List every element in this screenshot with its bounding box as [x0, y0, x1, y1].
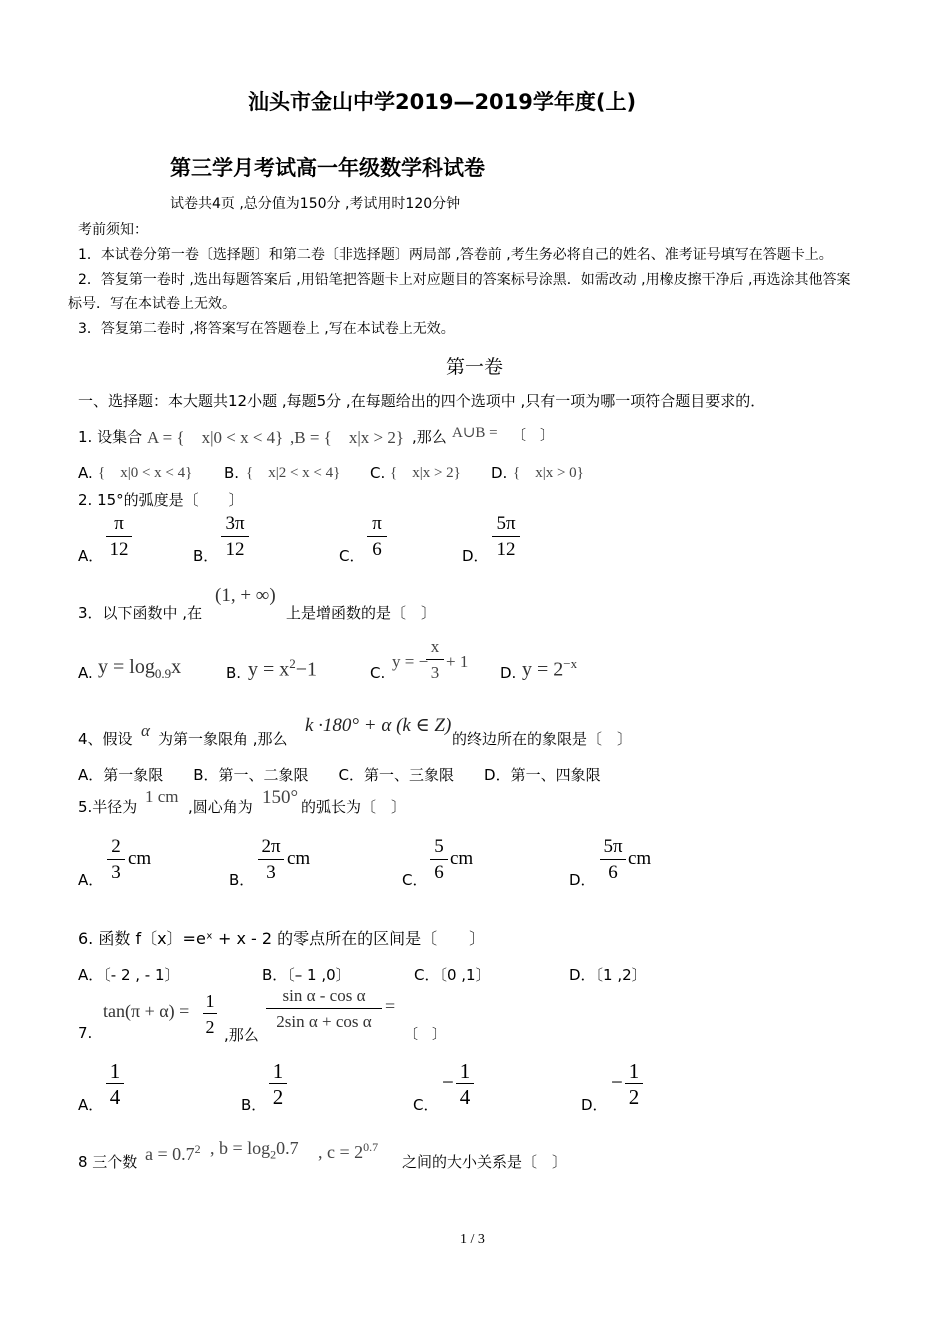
- q8-b-arg: 0.7: [276, 1138, 299, 1158]
- q3-option-b-func: y = x: [248, 658, 290, 681]
- q7-option-c-den: 4: [459, 1085, 471, 1109]
- q6-option-d: D．〔1 ,2〕: [569, 966, 647, 984]
- q6-option-a: A．〔- 2 , - 1〕: [78, 966, 180, 984]
- q6-option-c: C．〔0 ,1〕: [414, 966, 491, 984]
- q3-option-b-label: B.: [226, 664, 242, 682]
- q8-b-base: 2: [270, 1147, 277, 1162]
- q4-expression: k ·180° + α (k ∈ Z): [305, 715, 452, 736]
- q1-set-b: ,B = { x|x > 2}: [290, 428, 404, 447]
- q7-option-d-sign: −: [611, 1070, 623, 1094]
- q7-option-c-label: C．: [413, 1096, 439, 1114]
- q3-option-c-den: 3: [430, 663, 440, 682]
- q3-option-a-var: x: [171, 656, 182, 678]
- q3-option-b-exp: 2: [289, 656, 296, 671]
- q7-option-b-den: 2: [272, 1085, 284, 1109]
- q4-suffix: 的终边所在的象限是〔 〕: [452, 730, 633, 748]
- q5-radius: 1 cm: [145, 787, 179, 806]
- q5-option-a-unit: cm: [128, 848, 152, 869]
- q2-option-c-den: 6: [372, 539, 382, 560]
- q2-stem: 2. 15°的弧度是〔 〕: [78, 491, 244, 509]
- q7-lhs: tan(π + α) =: [103, 1001, 190, 1021]
- q7-option-d-num: 1: [628, 1059, 640, 1083]
- q5-option-d-fraction: [600, 836, 626, 884]
- q3-interval: (1, + ∞): [215, 585, 276, 606]
- q3-prefix: 3．以下函数中 ,在: [78, 604, 203, 622]
- q3-option-c-pre: y = −: [392, 652, 429, 671]
- q2-option-c-label: C．: [339, 547, 365, 565]
- q3-suffix: 上是增函数的是〔 〕: [286, 604, 437, 622]
- q2-option-d-label: D．: [462, 547, 489, 565]
- q3-option-c-num: x: [430, 637, 440, 656]
- q7-number: 7.: [78, 1024, 93, 1042]
- q5-option-d-label: D．: [569, 871, 596, 889]
- q3-option-c-label: C.: [370, 664, 386, 682]
- page-title: 汕头市金山中学2019—2019学年度(上): [248, 90, 637, 114]
- q7-lhs-num: 1: [205, 991, 215, 1011]
- q5-angle: 150°: [262, 787, 299, 808]
- q5-option-a-label: A．: [78, 871, 104, 889]
- q8-c-exp: 0.7: [363, 1140, 379, 1154]
- q7-rhs-fraction: [266, 985, 382, 1033]
- q7-then: ,那么: [224, 1026, 259, 1044]
- q1-option-b: { x|2 < x < 4}: [246, 465, 341, 481]
- q7-option-a-label: A．: [78, 1096, 104, 1114]
- q1-then: ,那么: [412, 428, 447, 446]
- q3-option-d-label: D.: [500, 664, 517, 682]
- q2-option-d-num: 5π: [496, 513, 516, 534]
- q7-option-d-den: 2: [628, 1085, 640, 1109]
- q7-rhs-den: 2sin α + cos α: [276, 1012, 372, 1031]
- q5-option-b-label: B．: [229, 871, 255, 889]
- notice-item-2-cont: 标号．写在本试卷上无效。: [68, 296, 236, 312]
- q2-option-b-den: 12: [225, 539, 245, 560]
- q1-option-d: { x|x > 0}: [513, 465, 584, 481]
- notice-item-3: 3．答复第二卷时 ,将答案写在答题卷上 ,写在本试卷上无效。: [78, 321, 455, 337]
- notice-heading: 考前须知：: [78, 222, 148, 238]
- q7-option-d-fraction: [625, 1060, 643, 1108]
- q7-lhs-fraction: [203, 990, 217, 1038]
- q8-b-func: , b = log: [210, 1138, 271, 1158]
- q7-option-c-sign: −: [442, 1070, 454, 1094]
- q7-option-b-fraction: [269, 1060, 287, 1108]
- q1-union: A∪B =: [452, 425, 498, 441]
- q8-b: [210, 1138, 299, 1163]
- q3-option-a-label: A.: [78, 664, 93, 682]
- q5-option-b-num: 2π: [261, 836, 281, 857]
- q5-option-c-label: C．: [402, 871, 428, 889]
- q5-option-b-unit: cm: [287, 848, 311, 869]
- q4-options: A．第一象限 B．第一、二象限 C．第一、三象限 D．第一、四象限: [78, 766, 601, 784]
- q7-option-a-num: 1: [109, 1059, 121, 1083]
- part1-title: 第一卷: [446, 356, 504, 378]
- q2-option-a-label: A．: [78, 547, 104, 565]
- q5-option-b-fraction: [258, 836, 284, 884]
- q8-prefix: 8 三个数: [78, 1153, 138, 1171]
- q3-option-a: [98, 656, 181, 682]
- q7-option-b-num: 1: [272, 1059, 284, 1083]
- q5-option-a-fraction: [107, 836, 125, 884]
- q5-option-c-fraction: [430, 836, 448, 884]
- q1-set-a: A = { x|0 < x < 4}: [147, 428, 284, 447]
- q2-option-a-den: 12: [109, 539, 129, 560]
- q1-prefix: 1. 设集合: [78, 428, 143, 446]
- q1-option-b-label: B.: [224, 464, 240, 482]
- q7-bracket: 〔 〕: [404, 1027, 446, 1043]
- q1-option-c: { x|x > 2}: [390, 465, 461, 481]
- q3-option-c-tail: + 1: [446, 652, 469, 671]
- q7-lhs-den: 2: [205, 1017, 215, 1037]
- q1-option-a: { x|0 < x < 4}: [98, 465, 193, 481]
- q7-option-a-den: 4: [109, 1085, 121, 1109]
- q7-option-d-label: D．: [581, 1096, 608, 1114]
- q5-option-a-den: 3: [111, 862, 121, 883]
- q7-option-c-num: 1: [459, 1059, 471, 1083]
- q3-option-a-func: y = log: [98, 656, 155, 678]
- q5-option-b-den: 3: [266, 862, 276, 883]
- q5-option-c-den: 6: [434, 862, 444, 883]
- q8-c: [318, 1140, 378, 1163]
- q7-option-b-label: B．: [241, 1096, 267, 1114]
- q5-option-a-num: 2: [111, 836, 121, 857]
- q5-option-c-unit: cm: [450, 848, 474, 869]
- q2-option-a-fraction: [106, 513, 132, 561]
- q5-prefix: 5.半径为: [78, 798, 138, 816]
- q5-suffix: 的弧长为〔 〕: [301, 798, 407, 816]
- q8-a: [145, 1142, 201, 1165]
- q5-option-c-num: 5: [434, 836, 444, 857]
- notice-item-1: 1．本试卷分第一卷〔选择题〕和第二卷〔非选择题〕两局部 ,答卷前 ,考生务必将自己的姓名、准考证号填写在答题卡上。: [78, 247, 833, 263]
- q3-option-a-base: 0.9: [154, 666, 172, 681]
- q1-bracket: 〔 〕: [512, 428, 554, 444]
- q1-option-d-label: D.: [491, 464, 508, 482]
- q7-rhs-num: sin α - cos α: [282, 986, 366, 1005]
- q5-option-d-den: 6: [608, 862, 618, 883]
- q3-option-d: [522, 656, 577, 682]
- q4-mid: 为第一象限角 ,那么: [158, 730, 288, 748]
- q8-a-base: a = 0.7: [145, 1144, 195, 1164]
- q3-option-b-tail: −1: [295, 658, 318, 681]
- q2-option-a-num: π: [114, 513, 124, 534]
- q3-option-c-fraction: [426, 636, 444, 684]
- page-number: 1 / 3: [460, 1232, 485, 1247]
- q2-option-b-num: 3π: [225, 513, 245, 534]
- q7-equals: =: [385, 996, 396, 1016]
- notice-item-2: 2．答复第一卷时 ,选出每题答案后 ,用铅笔把答题卡上对应题目的答案标号涂黑．如需改动 ,用橡皮擦干净后 ,再选涂其他答案: [78, 272, 851, 288]
- q3-option-b: [248, 656, 317, 682]
- q5-option-d-unit: cm: [628, 848, 652, 869]
- q4-prefix: 4、假设: [78, 730, 133, 748]
- q7-option-c-fraction: [456, 1060, 474, 1108]
- q2-option-b-fraction: [221, 513, 249, 561]
- q1-option-c-label: C.: [370, 464, 386, 482]
- exam-subtitle: 第三学月考试高一年级数学科试卷: [170, 156, 485, 180]
- exam-info: 试卷共4页 ,总分值为150分 ,考试用时120分钟: [170, 196, 461, 212]
- q2-option-b-label: B．: [193, 547, 219, 565]
- q6-stem: 6. 函数 f〔x〕=eˣ + x - 2 的零点所在的区间是〔 〕: [78, 929, 486, 948]
- q3-option-d-exp: −x: [563, 656, 578, 671]
- q2-option-d-den: 12: [496, 539, 516, 560]
- q7-option-a-fraction: [106, 1060, 124, 1108]
- q2-option-d-fraction: [492, 513, 520, 561]
- q5-mid: ,圆心角为: [188, 798, 253, 816]
- q5-option-d-num: 5π: [603, 836, 623, 857]
- section-instruction: 一、选择题：本大题共12小题 ,每题5分 ,在每题给出的四个选项中 ,只有一项为哪一项符合题目要求的．: [78, 392, 766, 410]
- q6-option-b: B．〔– 1 ,0〕: [262, 966, 351, 984]
- q4-alpha: α: [141, 721, 150, 740]
- q8-a-exp: 2: [194, 1142, 201, 1156]
- q8-suffix: 之间的大小关系是〔 〕: [402, 1153, 568, 1171]
- q3-option-d-func: y = 2: [522, 658, 564, 681]
- q1-option-a-label: A.: [78, 464, 93, 482]
- q2-option-c-fraction: [367, 513, 387, 561]
- q8-c-base: , c = 2: [318, 1142, 364, 1162]
- q2-option-c-num: π: [372, 513, 382, 534]
